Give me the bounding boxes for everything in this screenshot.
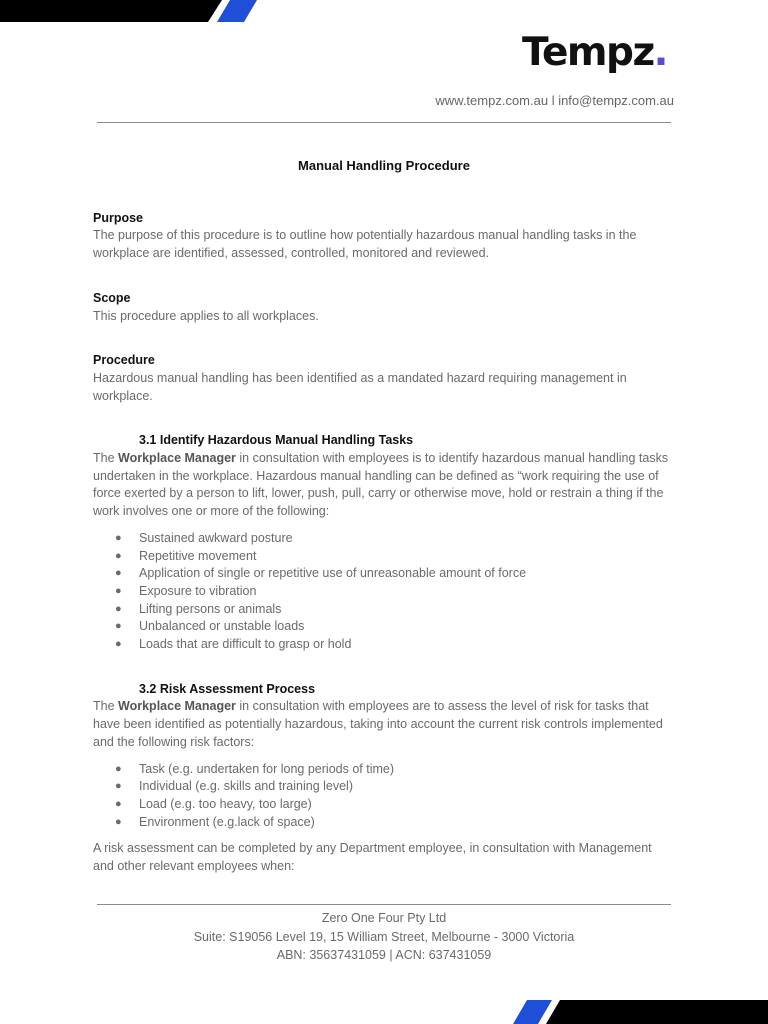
list-item: ● Load (e.g. too heavy, too large) [93,796,675,814]
section-3-2-heading: 3.2 Risk Assessment Process [139,681,316,696]
footer-divider [97,904,671,905]
bullet-icon: ● [115,815,122,828]
document-body [93,157,675,876]
bullet-icon: ● [115,549,122,562]
bullet-icon: ● [115,567,122,580]
procedure-heading: Procedure [93,353,155,368]
footer-registration: ABN: 35637431059 | ACN: 637431059 [276,948,492,962]
bullet-icon: ● [115,531,122,544]
bullet-icon: ● [115,602,122,615]
purpose-text: The purpose of this procedure is to outline how potentially hazardous manual handling tasks in the workplace are identified, assessed, controlled, monitored and reviewed. [93,228,637,261]
hazard-list [93,530,675,654]
list-item: ● Task (e.g. undertaken for long periods of time) [93,761,675,779]
risk-factor-list [93,761,675,832]
list-item: ● Individual (e.g. skills and training level) [93,778,675,796]
list-item: ● Unbalanced or unstable loads [93,618,675,636]
document-title: Manual Handling Procedure [298,158,470,173]
bullet-icon: ● [115,620,122,633]
risk-assessment-closing: A risk assessment can be completed by any Department employee, in consultation with Management and other relevant employees when: [93,841,652,874]
tempz-logo: Tempz. [522,30,667,75]
footer-decoration [510,1000,768,1024]
contact-line: www.tempz.com.au l info@tempz.com.au [435,93,674,108]
bullet-icon: ● [115,762,122,775]
role-workplace-manager: Workplace Manager [118,451,236,466]
bullet-icon: ● [115,780,122,793]
footer-address: Suite: S19056 Level 19, 15 William Street, Melbourne - 3000 Victoria [193,929,575,944]
header-decoration [0,0,260,24]
section-3-1-text: The Workplace Manager in consultation with employees is to identify hazardous manual handling tasks undertaken in the workplace. Hazardous manual handling can be defined as “work requiring the use of force exerted by a person to lift, lower, push, pull, carry or otherwise move, hold or restrain a thing if the work involves one or more of the following: [93,451,669,519]
purpose-heading: Purpose [93,210,144,225]
scope-heading: Scope [93,290,131,305]
bullet-icon: ● [115,584,122,597]
list-item: ● Sustained awkward posture [93,530,675,548]
bullet-icon: ● [115,797,122,810]
list-item: ● Exposure to vibration [93,583,675,601]
list-item: ● Loads that are difficult to grasp or hold [93,636,675,654]
list-item: ● Application of single or repetitive use of unreasonable amount of force [93,565,675,583]
list-item: ● Lifting persons or animals [93,601,675,619]
section-3-1-heading: 3.1 Identify Hazardous Manual Handling Tasks [139,433,414,448]
list-item: ● Environment (e.g.lack of space) [93,814,675,832]
header-divider [97,122,671,123]
list-item: ● Repetitive movement [93,548,675,566]
procedure-text: Hazardous manual handling has been identified as a mandated hazard requiring management in workplace. [93,370,627,403]
role-workplace-manager: Workplace Manager [118,699,236,714]
footer-company: Zero One Four Pty Ltd [321,911,447,925]
bullet-icon: ● [115,638,122,651]
footer [0,909,768,965]
section-3-2-text: The Workplace Manager in consultation with employees are to assess the level of risk for tasks that have been identified as potentially hazardous, taking into account the current risk controls implemented and the following risk factors: [93,699,663,749]
scope-text: This procedure applies to all workplaces. [93,308,319,323]
